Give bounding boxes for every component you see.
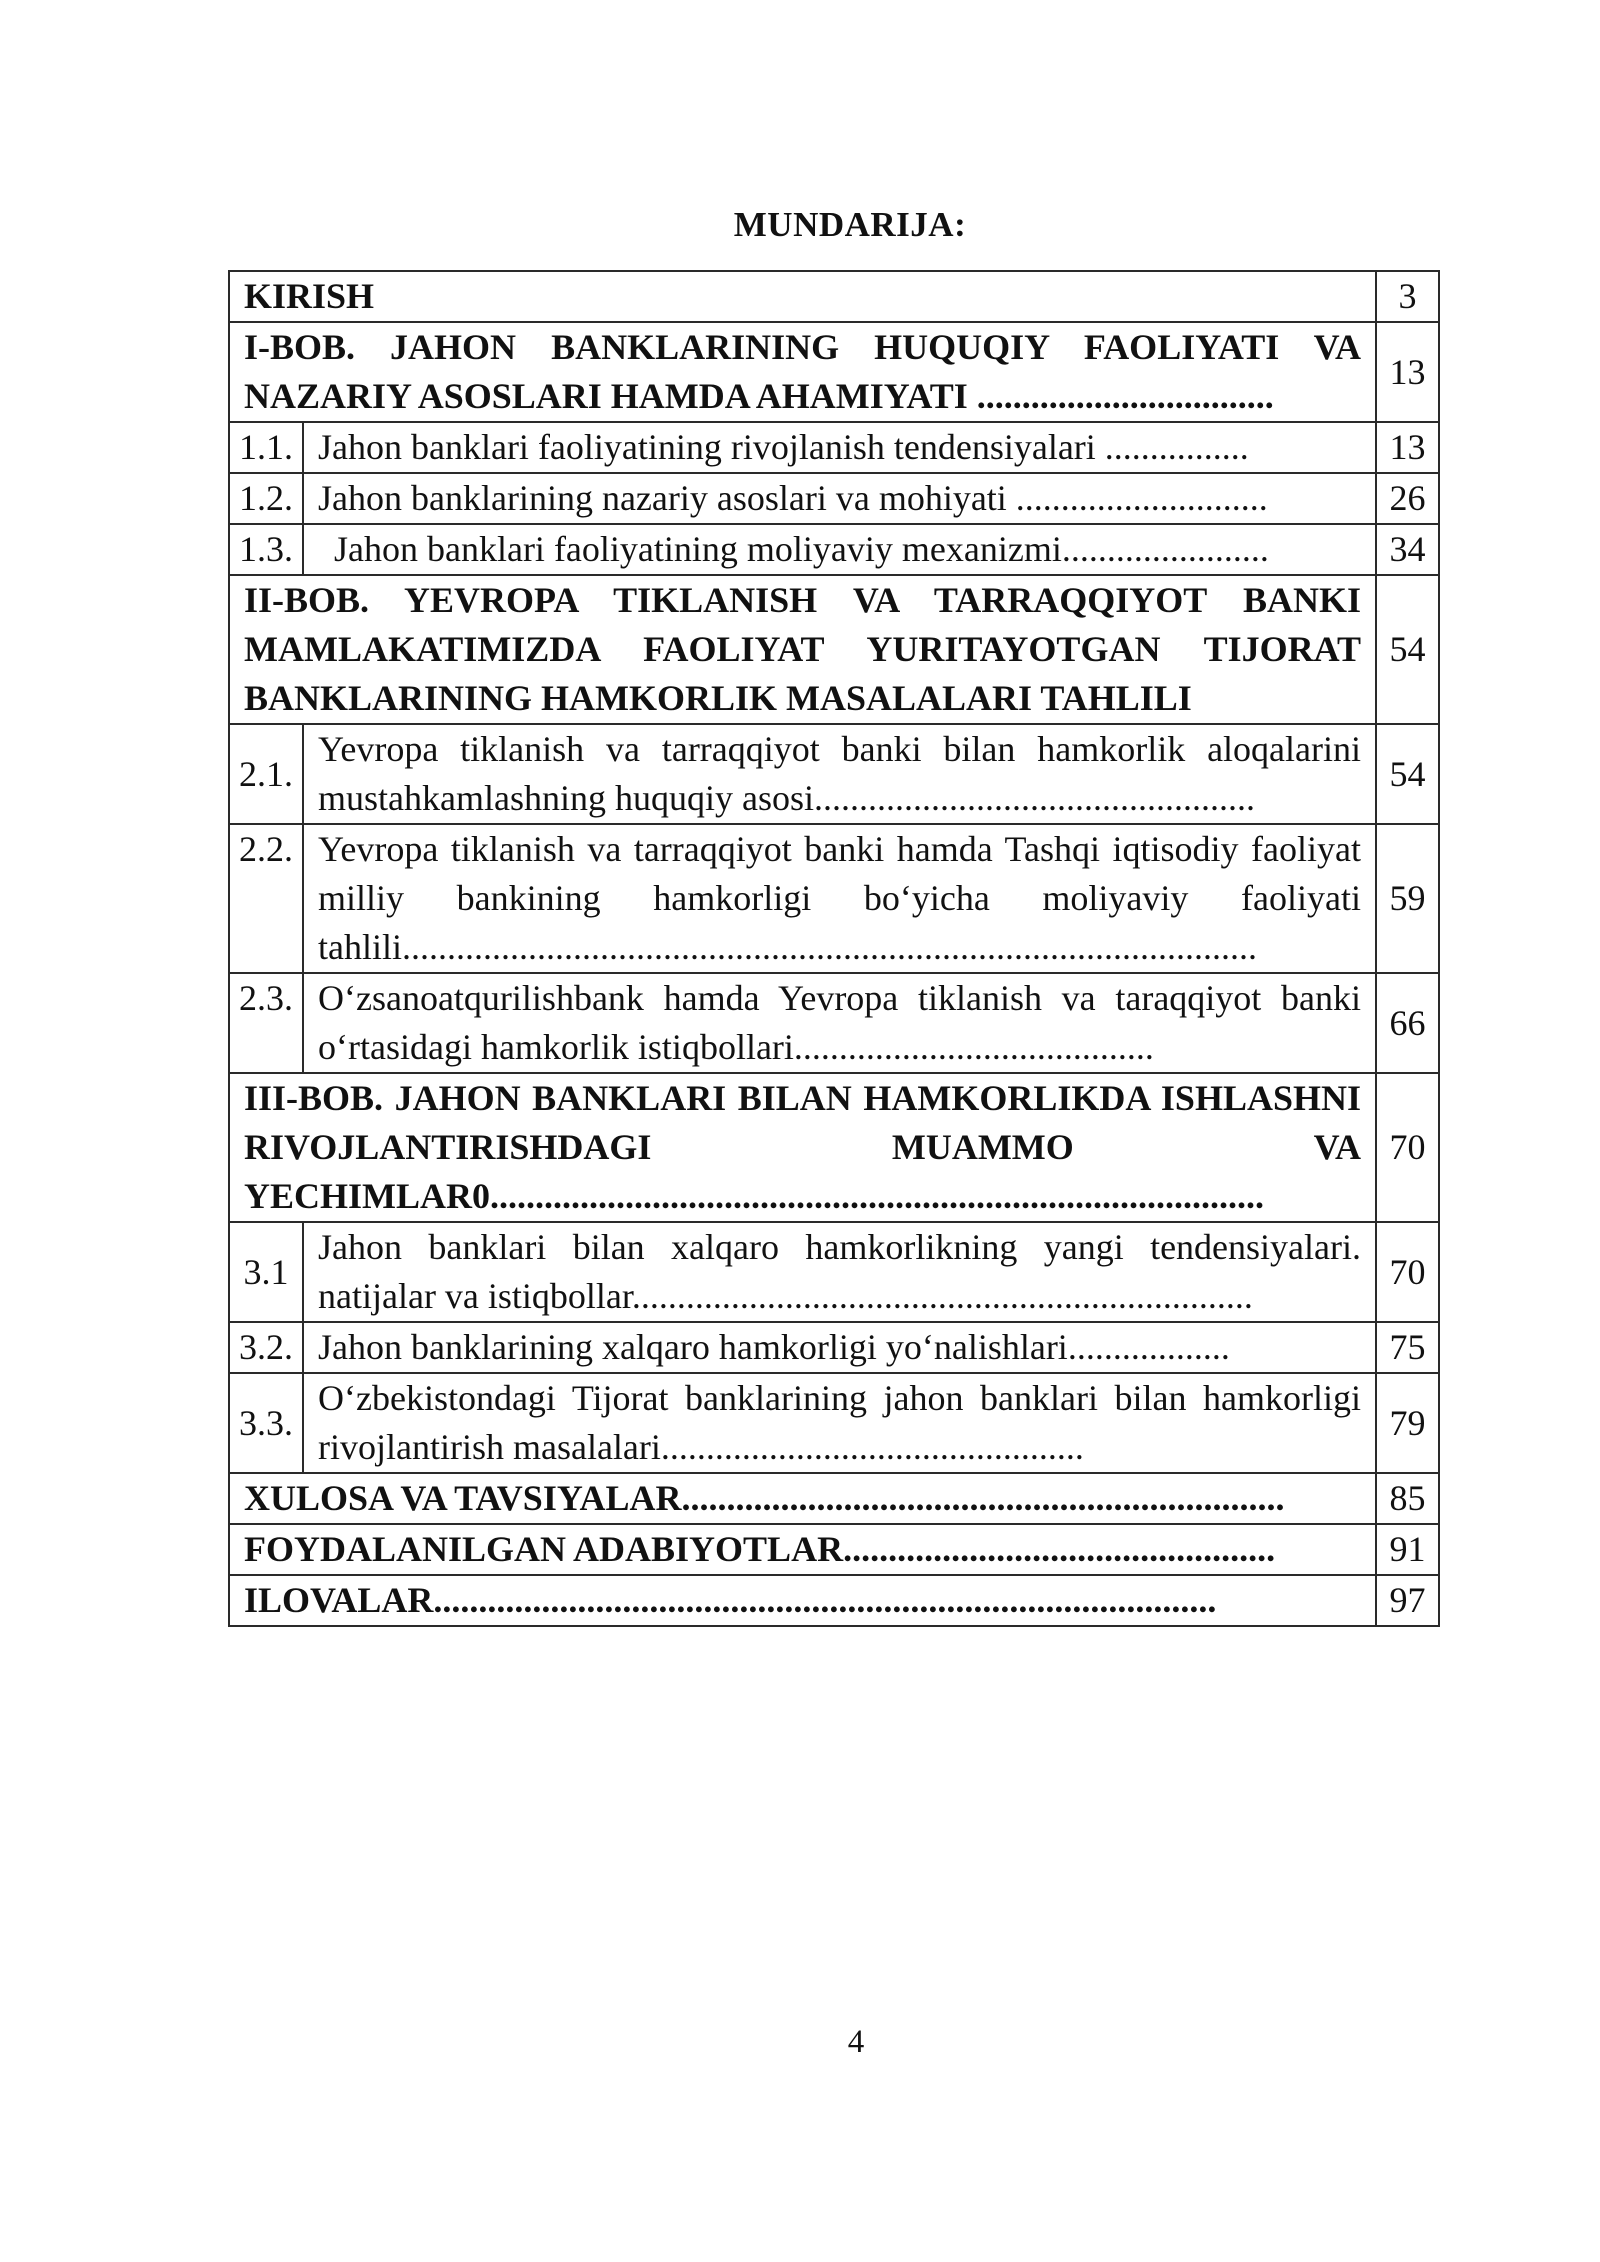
toc-row <box>229 724 1439 824</box>
toc-chapter-title[interactable]: FOYDALANILGAN ADABIYOTLAR................................................ <box>229 1524 1376 1575</box>
toc-page-number: 66 <box>1376 973 1439 1073</box>
toc-row <box>229 271 1439 322</box>
page-number: 4 <box>847 2024 865 2060</box>
toc-chapter-title[interactable]: III-BOB. JAHON BANKLARI BILAN HAMKORLIKDA ISHLASHNI RIVOJLANTIRISHDAGI MUAMMO VA YECHIMLAR0...................................................................................... <box>229 1073 1376 1222</box>
toc-section-number: 1.3. <box>229 524 303 575</box>
toc-page-number: 13 <box>1376 422 1439 473</box>
toc-chapter-title[interactable]: I-BOB. JAHON BANKLARINING HUQUQIY FAOLIYATI VA NAZARIY ASOSLARI HAMDA AHAMIYATI ................................. <box>229 322 1376 422</box>
toc-row <box>229 575 1439 724</box>
toc-row <box>229 1322 1439 1373</box>
toc-row <box>229 1575 1439 1626</box>
toc-row <box>229 524 1439 575</box>
toc-row <box>229 422 1439 473</box>
toc-row <box>229 973 1439 1073</box>
toc-row <box>229 1373 1439 1473</box>
toc-section-number: 1.1. <box>229 422 303 473</box>
toc-section-number: 3.1 <box>229 1222 303 1322</box>
toc-row <box>229 473 1439 524</box>
toc-page-number: 70 <box>1376 1073 1439 1222</box>
page-title: MUNDARIJA: <box>733 205 967 244</box>
toc-page-number: 91 <box>1376 1524 1439 1575</box>
toc-page-number: 26 <box>1376 473 1439 524</box>
toc-page-number: 59 <box>1376 824 1439 973</box>
toc-section-title[interactable]: Yevropa tiklanish va tarraqqiyot banki bilan hamkorlik aloqalarini mustahkamlashning huquqiy asosi................................................. <box>303 724 1376 824</box>
toc-page-number: 79 <box>1376 1373 1439 1473</box>
toc-chapter-title[interactable]: II-BOB. YEVROPA TIKLANISH VA TARRAQQIYOT BANKI MAMLAKATIMIZDA FAOLIYAT YURITAYOTGAN TIJORAT BANKLARINING HAMKORLIK MASALALARI TAHLILI <box>229 575 1376 724</box>
toc-page-number: 54 <box>1376 724 1439 824</box>
toc-row <box>229 1222 1439 1322</box>
table-of-contents <box>228 270 1440 1627</box>
toc-section-title[interactable]: Jahon banklarining xalqaro hamkorligi yo‘nalishlari.................. <box>303 1322 1376 1373</box>
toc-page-number: 70 <box>1376 1222 1439 1322</box>
toc-section-number: 3.2. <box>229 1322 303 1373</box>
toc-row <box>229 1473 1439 1524</box>
toc-row <box>229 322 1439 422</box>
toc-section-title[interactable]: Yevropa tiklanish va tarraqqiyot banki hamda Tashqi iqtisodiy faoliyat milliy bankining hamkorligi bo‘yicha moliyaviy faoliyati tahlili............................................................................................... <box>303 824 1376 973</box>
toc-chapter-title[interactable]: ILOVALAR....................................................................................... <box>229 1575 1376 1626</box>
toc-section-title[interactable]: O‘zsanoatqurilishbank hamda Yevropa tiklanish va taraqqiyot banki o‘rtasidagi hamkorlik istiqbollari........................................ <box>303 973 1376 1073</box>
toc-chapter-title[interactable]: KIRISH <box>229 271 1376 322</box>
toc-section-title[interactable]: Jahon banklarining nazariy asoslari va mohiyati ............................ <box>303 473 1376 524</box>
toc-row <box>229 1073 1439 1222</box>
toc-page-number: 54 <box>1376 575 1439 724</box>
toc-page-number: 3 <box>1376 271 1439 322</box>
toc-section-number: 1.2. <box>229 473 303 524</box>
toc-section-number: 2.2. <box>229 824 303 973</box>
toc-page-number: 13 <box>1376 322 1439 422</box>
toc-row <box>229 1524 1439 1575</box>
toc-section-title[interactable]: Jahon banklari faoliyatining rivojlanish tendensiyalari ................ <box>303 422 1376 473</box>
toc-page-number: 75 <box>1376 1322 1439 1373</box>
toc-section-number: 3.3. <box>229 1373 303 1473</box>
toc-row <box>229 824 1439 973</box>
toc-chapter-title[interactable]: XULOSA VA TAVSIYALAR................................................................... <box>229 1473 1376 1524</box>
toc-section-title[interactable]: O‘zbekistondagi Tijorat banklarining jahon banklari bilan hamkorligi rivojlantirish masalalari............................................... <box>303 1373 1376 1473</box>
toc-page-number: 34 <box>1376 524 1439 575</box>
toc-section-number: 2.1. <box>229 724 303 824</box>
toc-section-title[interactable]: Jahon banklari bilan xalqaro hamkorlikning yangi tendensiyalari. natijalar va istiqbollar..................................................................... <box>303 1222 1376 1322</box>
toc-section-title[interactable]: Jahon banklari faoliyatining moliyaviy mexanizmi....................... <box>303 524 1376 575</box>
toc-page-number: 85 <box>1376 1473 1439 1524</box>
toc-section-number: 2.3. <box>229 973 303 1073</box>
toc-page-number: 97 <box>1376 1575 1439 1626</box>
